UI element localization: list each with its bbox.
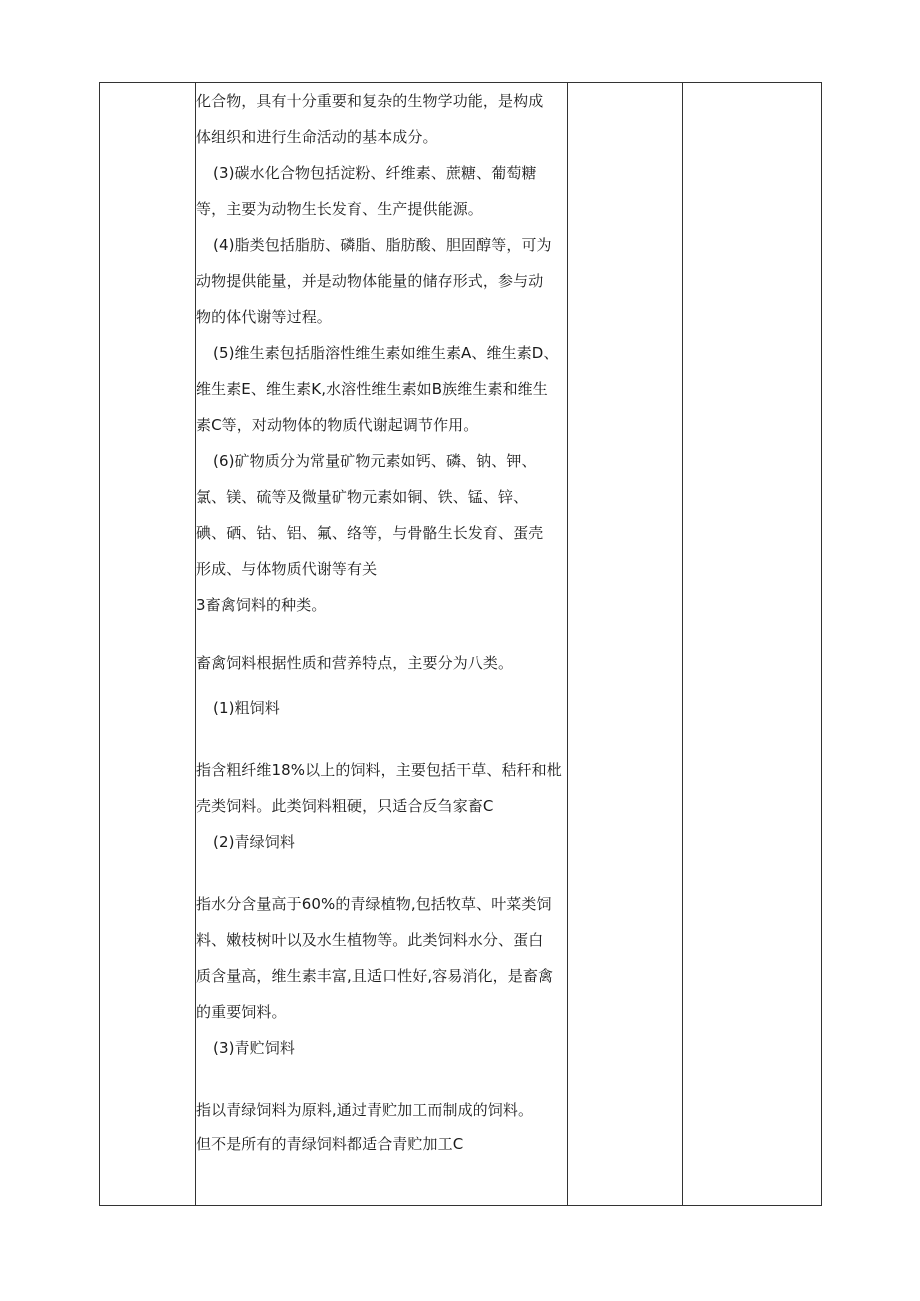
- content-text-block: [196, 83, 564, 1154]
- table-cell-left-empty: [100, 83, 196, 1206]
- paragraph-line: 畜禽饲料根据性质和营养特点，主要分为八类。: [196, 654, 514, 672]
- paragraph-line: 碘、硒、钴、铝、氟、络等，与骨骼生长发育、蛋壳: [196, 524, 544, 542]
- paragraph-line: (3)青贮饲料: [213, 1039, 295, 1057]
- paragraph-line: (5)维生素包括脂溶性维生素如维生素A、维生素D、: [213, 344, 559, 362]
- paragraph-line: 动物提供能量，并是动物体能量的储存形式，参与动: [196, 272, 544, 290]
- paragraph-line: (3)碳水化合物包括淀粉、纤维素、蔗糖、葡萄糖: [213, 164, 537, 182]
- paragraph-line: (4)脂类包括脂肪、磷脂、脂肪酸、胆固醇等，可为: [213, 236, 552, 254]
- paragraph-line: 料、嫩枝树叶以及水生植物等。此类饲料水分、蛋白: [196, 931, 544, 949]
- paragraph-line: 素C等，对动物体的物质代谢起调节作用。: [196, 416, 479, 434]
- paragraph-line: 但不是所有的青绿饲料都适合青贮加工C: [196, 1135, 464, 1153]
- paragraph-line: 指以青绿饲料为原料,通过青贮加工而制成的饲料。: [196, 1101, 534, 1119]
- paragraph-line: 形成、与体物质代谢等有关: [196, 560, 378, 578]
- paragraph-line: (6)矿物质分为常量矿物元素如钙、磷、钠、钾、: [213, 452, 537, 470]
- paragraph-line: 氯、镁、硫等及微量矿物元素如铜、铁、锰、锌、: [196, 488, 529, 506]
- paragraph-line: 质含量高，维生素丰富,且适口性好,容易消化，是畜禽: [196, 967, 554, 985]
- table-cell-empty-3: [568, 83, 683, 1206]
- paragraph-line: 物的体代谢等过程。: [196, 308, 332, 326]
- paragraph-line: 维生素E、维生素K,水溶性维生素如B族维生素和维生: [196, 380, 548, 398]
- table-cell-content: [196, 83, 568, 1206]
- paragraph-line: (2)青绿饲料: [213, 833, 295, 851]
- paragraph-line: 3畜禽饲料的种类。: [196, 596, 327, 614]
- paragraph-line: 体组织和进行生命活动的基本成分。: [196, 128, 438, 146]
- paragraph-line: (1)粗饲料: [213, 699, 280, 717]
- document-table: [99, 82, 822, 1206]
- paragraph-line: 等，主要为动物生长发育、生产提供能源。: [196, 200, 483, 218]
- table-row: [100, 83, 822, 1206]
- paragraph-line: 指含粗纤维18%以上的饲料，主要包括干草、秸秆和枇: [196, 761, 562, 779]
- paragraph-line: 化合物，具有十分重要和复杂的生物学功能，是构成: [196, 92, 544, 110]
- paragraph-line: 的重要饲料。: [196, 1003, 287, 1021]
- table-cell-empty-4: [683, 83, 822, 1206]
- paragraph-line: 指水分含量高于60%的青绿植物,包括牧草、叶菜类饲: [196, 895, 552, 913]
- paragraph-line: 壳类饲料。此类饲料粗硬，只适合反刍家畜C: [196, 797, 494, 815]
